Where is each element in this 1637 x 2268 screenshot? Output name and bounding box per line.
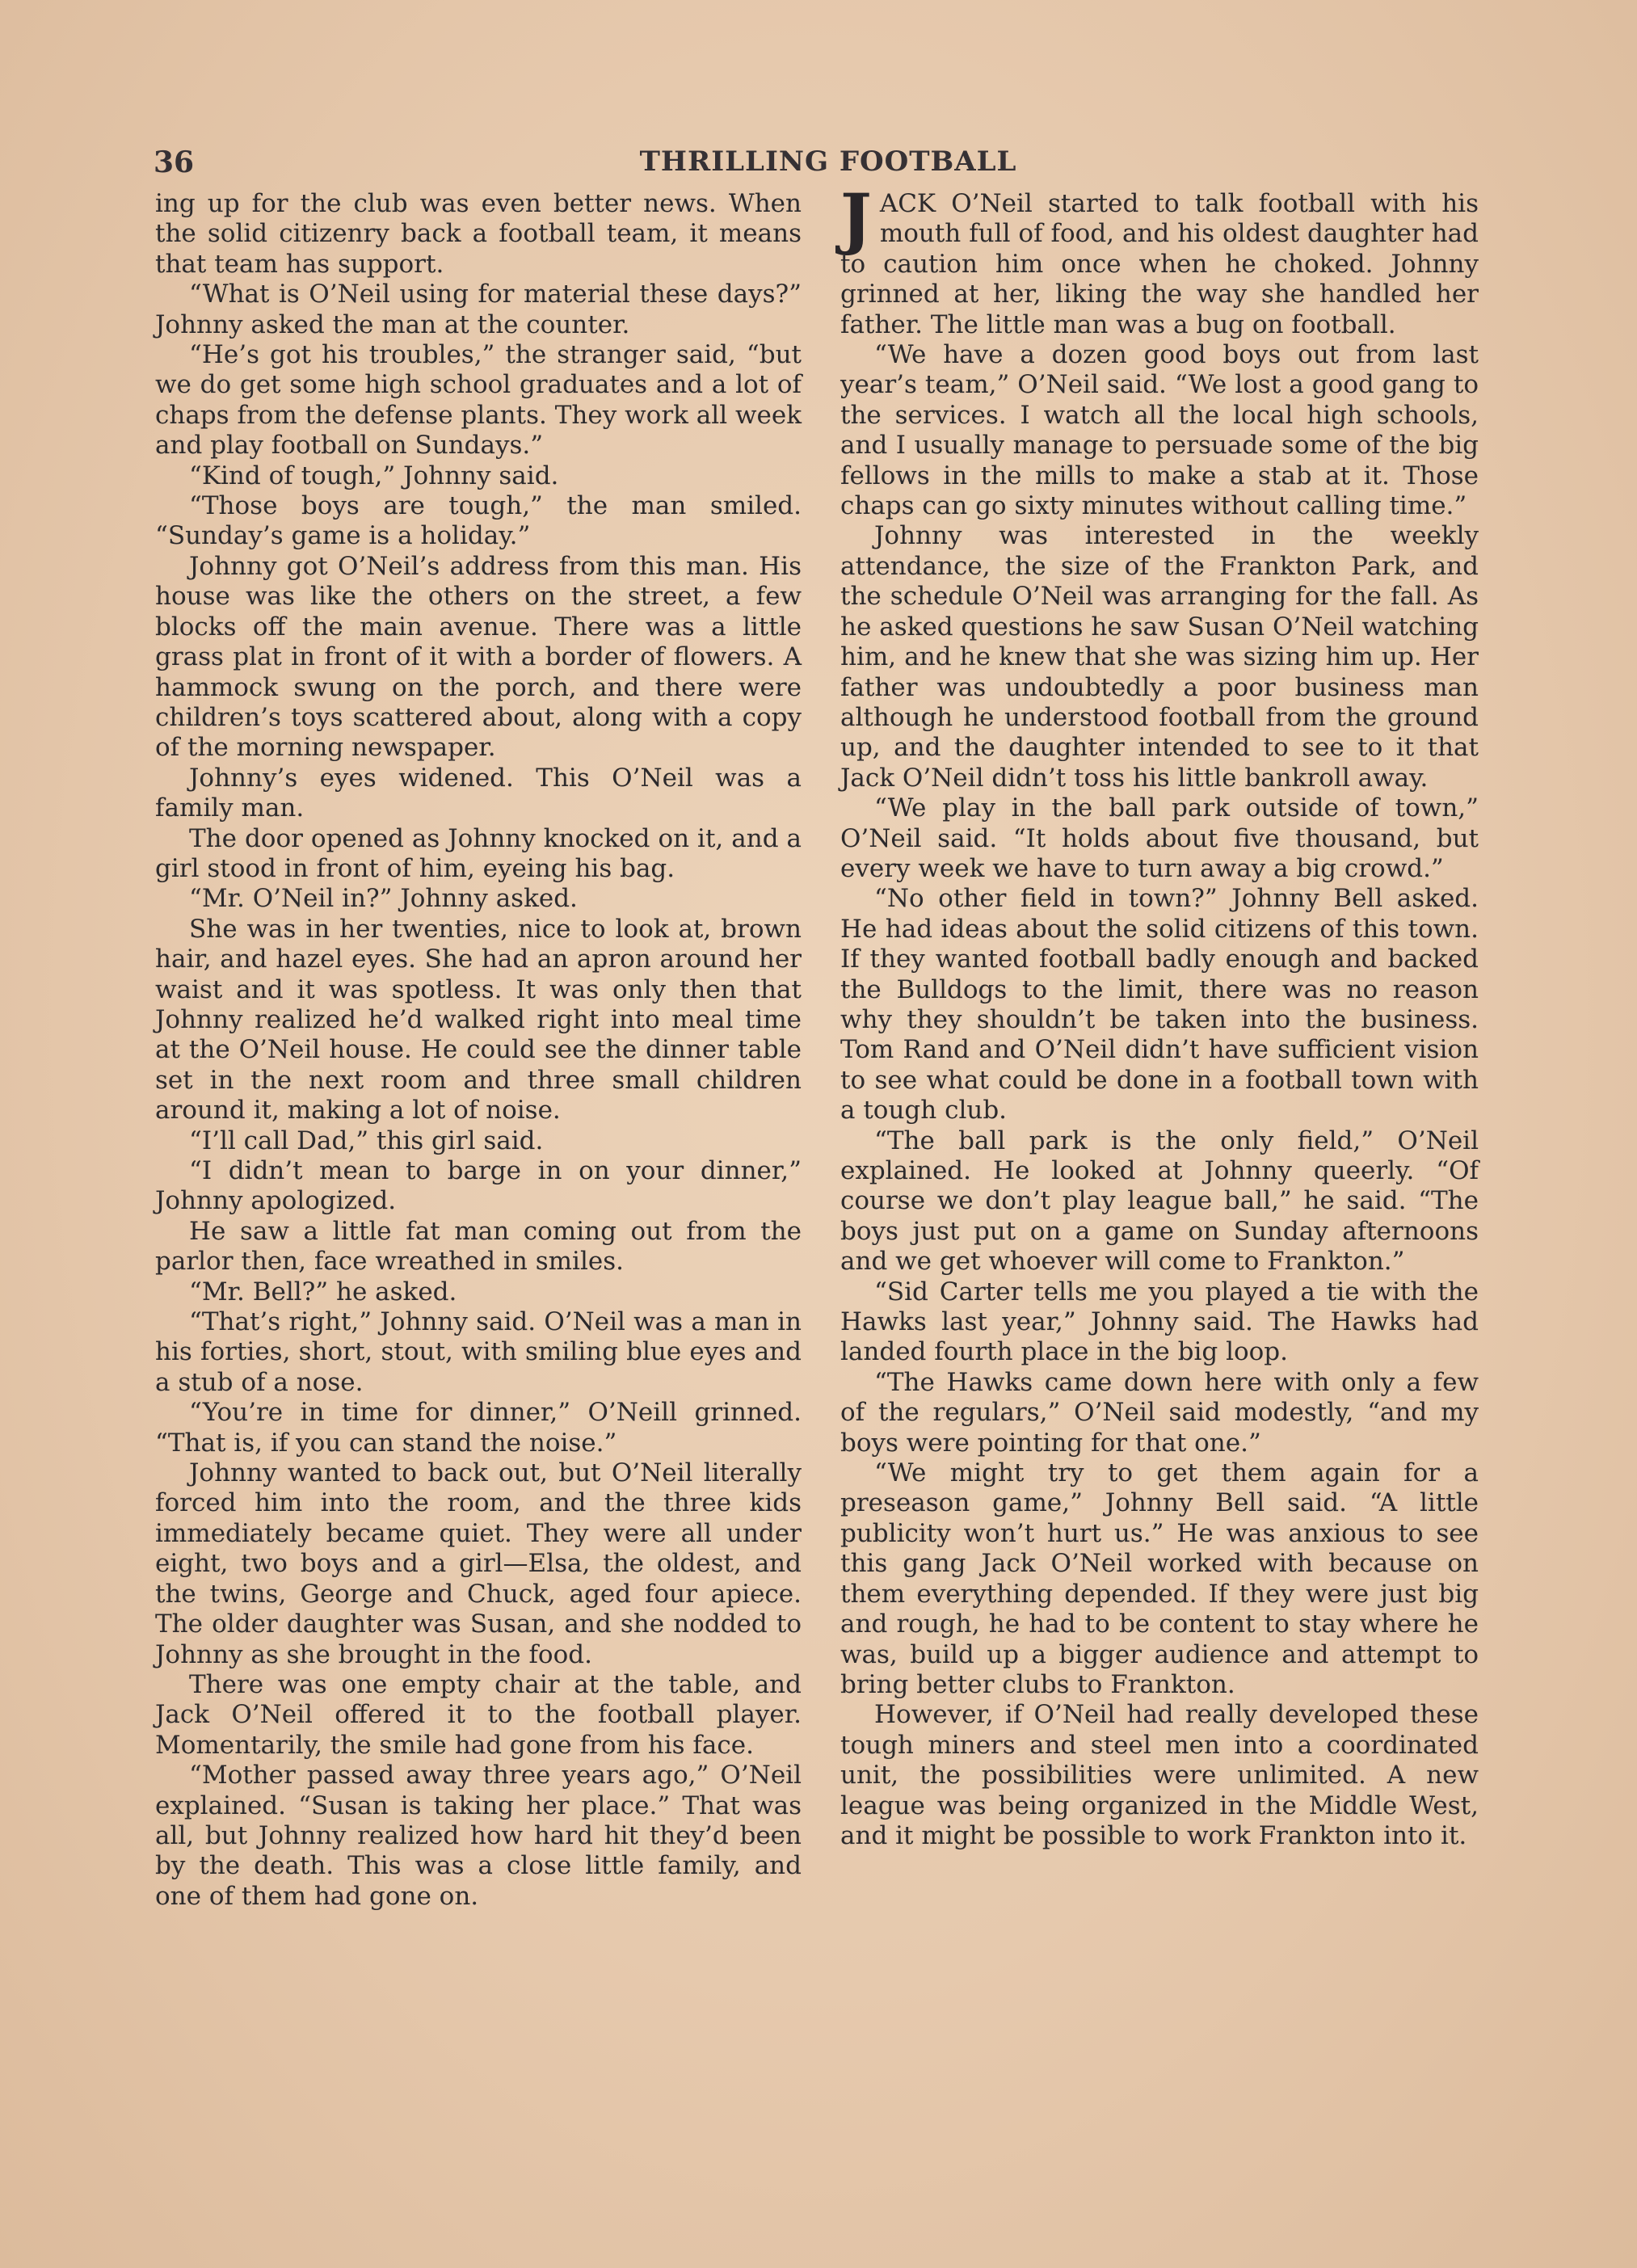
paragraph: “We have a dozen good boys out from last year’s team,” O’Neil said. “We lost a good gang to the services. I watch all the local high schools, and I usually manage to persuade some of the big fellows in the mills to make a stab at it. Those chaps can go sixty minutes without calling time.” [840, 340, 1479, 521]
paragraph: He saw a little fat man coming out from the parlor then, face wreathed in smiles. [155, 1216, 802, 1277]
paragraph: “Mother passed away three years ago,” O’Neil explained. “Susan is taking her place.” That was all, but Johnny realized how hard hit they’d been by the death. This was a close little family, and one of them had gone on. [155, 1761, 802, 1911]
paragraph: “You’re in time for dinner,” O’Neill grinned. “That is, if you can stand the noise.” [155, 1398, 802, 1458]
paragraph: Johnny was interested in the weekly attendance, the size of the Frankton Park, and the schedule O’Neil was arranging for the fall. As he asked questions he saw Susan O’Neil watching him, and he knew that she was sizing him up. Her father was undoubtedly a poor business man although he understood football from the ground up, and the daughter intended to see to it that Jack O’Neil didn’t toss his little bankroll away. [840, 521, 1479, 793]
paragraph: “That’s right,” Johnny said. O’Neil was a man in his forties, short, stout, with smiling blue eyes and a stub of a nose. [155, 1307, 802, 1397]
paragraph: “He’s got his troubles,” the stranger said, “but we do get some high school graduates and a lot of chaps from the defense plants. They work all week and play football on Sundays.” [155, 340, 802, 461]
paragraph: The door opened as Johnny knocked on it, and a girl stood in front of him, eyeing his bag. [155, 823, 802, 883]
paragraph: “Mr. O’Neil in?” Johnny asked. [189, 884, 578, 914]
paragraph: Johnny wanted to back out, but O’Neil literally forced him into the room, and the three kids immediately became quiet. They were all under eight, two boys and a girl—Elsa, the oldest, and the twins, George and Chuck, aged four apiece. The older daughter was Susan, and she nodded to Johnny as she brought in the food. [155, 1458, 802, 1669]
paragraph: “The Hawks came down here with only a few of the regulars,” O’Neil said modestly, “and my boys were pointing for that one.” [840, 1367, 1479, 1458]
chapter-lead-paragraph [840, 180, 1479, 340]
paragraph: “We might try to get them again for a preseason game,” Johnny Bell said. “A little publicity won’t hurt us.” He was anxious to see this gang Jack O’Neil worked with because on them everything depended. If they were just big and rough, he had to be content to stay where he was, build up a bigger audience and attempt to bring better clubs to Frankton. [840, 1458, 1479, 1699]
paragraph: “I didn’t mean to barge in on your dinner,” Johnny apologized. [155, 1156, 802, 1216]
paragraph: “I’ll call Dad,” this girl said. [189, 1126, 544, 1155]
paragraph: “What is O’Neil using for material these days?” Johnny asked the man at the counter. [155, 280, 802, 339]
paragraph: “Sid Carter tells me you played a tie with the Hawks last year,” Johnny said. The Hawks had landed fourth place in the big loop. [840, 1277, 1479, 1367]
left-column [155, 189, 802, 1912]
page-header [154, 145, 1503, 184]
paragraph: Johnny’s eyes widened. This O’Neil was a family man. [155, 763, 802, 823]
paragraph: She was in her twenties, nice to look at, brown hair, and hazel eyes. She had an apron around her waist and it was spotless. It was only then that Johnny realized he’d walked right into meal time at the O’Neil house. He could see the dinner table set in the next room and three small children around it, making a lot of noise. [155, 914, 802, 1126]
paragraph: Johnny got O’Neil’s address from this man. His house was like the others on the street, a few blocks off the main avenue. There was a little grass plat in front of it with a border of flowers. A hammock swung on the porch, and there were children’s toys scattered about, along with a copy of the morning newspaper. [155, 551, 802, 763]
right-column [840, 180, 1479, 1851]
lead-text: O’Neil started to talk football with his mouth full of food, and his oldest daughter had to caution him once when he choked. Johnny grinned at her, liking the way she handled her father. The little man was a bug on football. [840, 189, 1479, 339]
drop-cap: J [840, 180, 872, 258]
paragraph: “We play in the ball park outside of town,” O’Neil said. “It holds about five thousand, but every week we have to turn away a big crowd.” [840, 793, 1479, 883]
paragraph: “The ball park is the only field,” O’Neil explained. He looked at Johnny queerly. “Of course we don’t play league ball,” he said. “The boys just put on a game on Sunday afternoons and we get whoever will come to Frankton.” [840, 1126, 1479, 1277]
paragraph: However, if O’Neil had really developed these tough miners and steel men into a coordinated unit, the possibilities were unlimited. A new league was being organized in the Middle West, and it might be possible to work Frankton into it. [840, 1700, 1479, 1850]
page-number: 36 [154, 145, 195, 179]
paragraph: There was one empty chair at the table, and Jack O’Neil offered it to the football player. Momentarily, the smile had gone from his face. [155, 1669, 802, 1760]
paragraph: “Those boys are tough,” the man smiled. “Sunday’s game is a holiday.” [155, 491, 802, 551]
running-title: THRILLING FOOTBALL [639, 145, 1017, 178]
lead-word: ACK [879, 189, 936, 218]
paragraph: “No other field in town?” Johnny Bell asked. He had ideas about the solid citizens of this town. If they wanted football badly enough and backed the Bulldogs to the limit, there was no reason why they shouldn’t be taken into the business. Tom Rand and O’Neil didn’t have sufficient vision to see what could be done in a football town with a tough club. [840, 884, 1479, 1126]
paragraph: “Kind of tough,” Johnny said. [189, 461, 559, 490]
paragraph: ing up for the club was even better news. When the solid citizenry back a football team, it means that team has support. [155, 189, 802, 279]
paragraph: “Mr. Bell?” he asked. [189, 1277, 457, 1307]
